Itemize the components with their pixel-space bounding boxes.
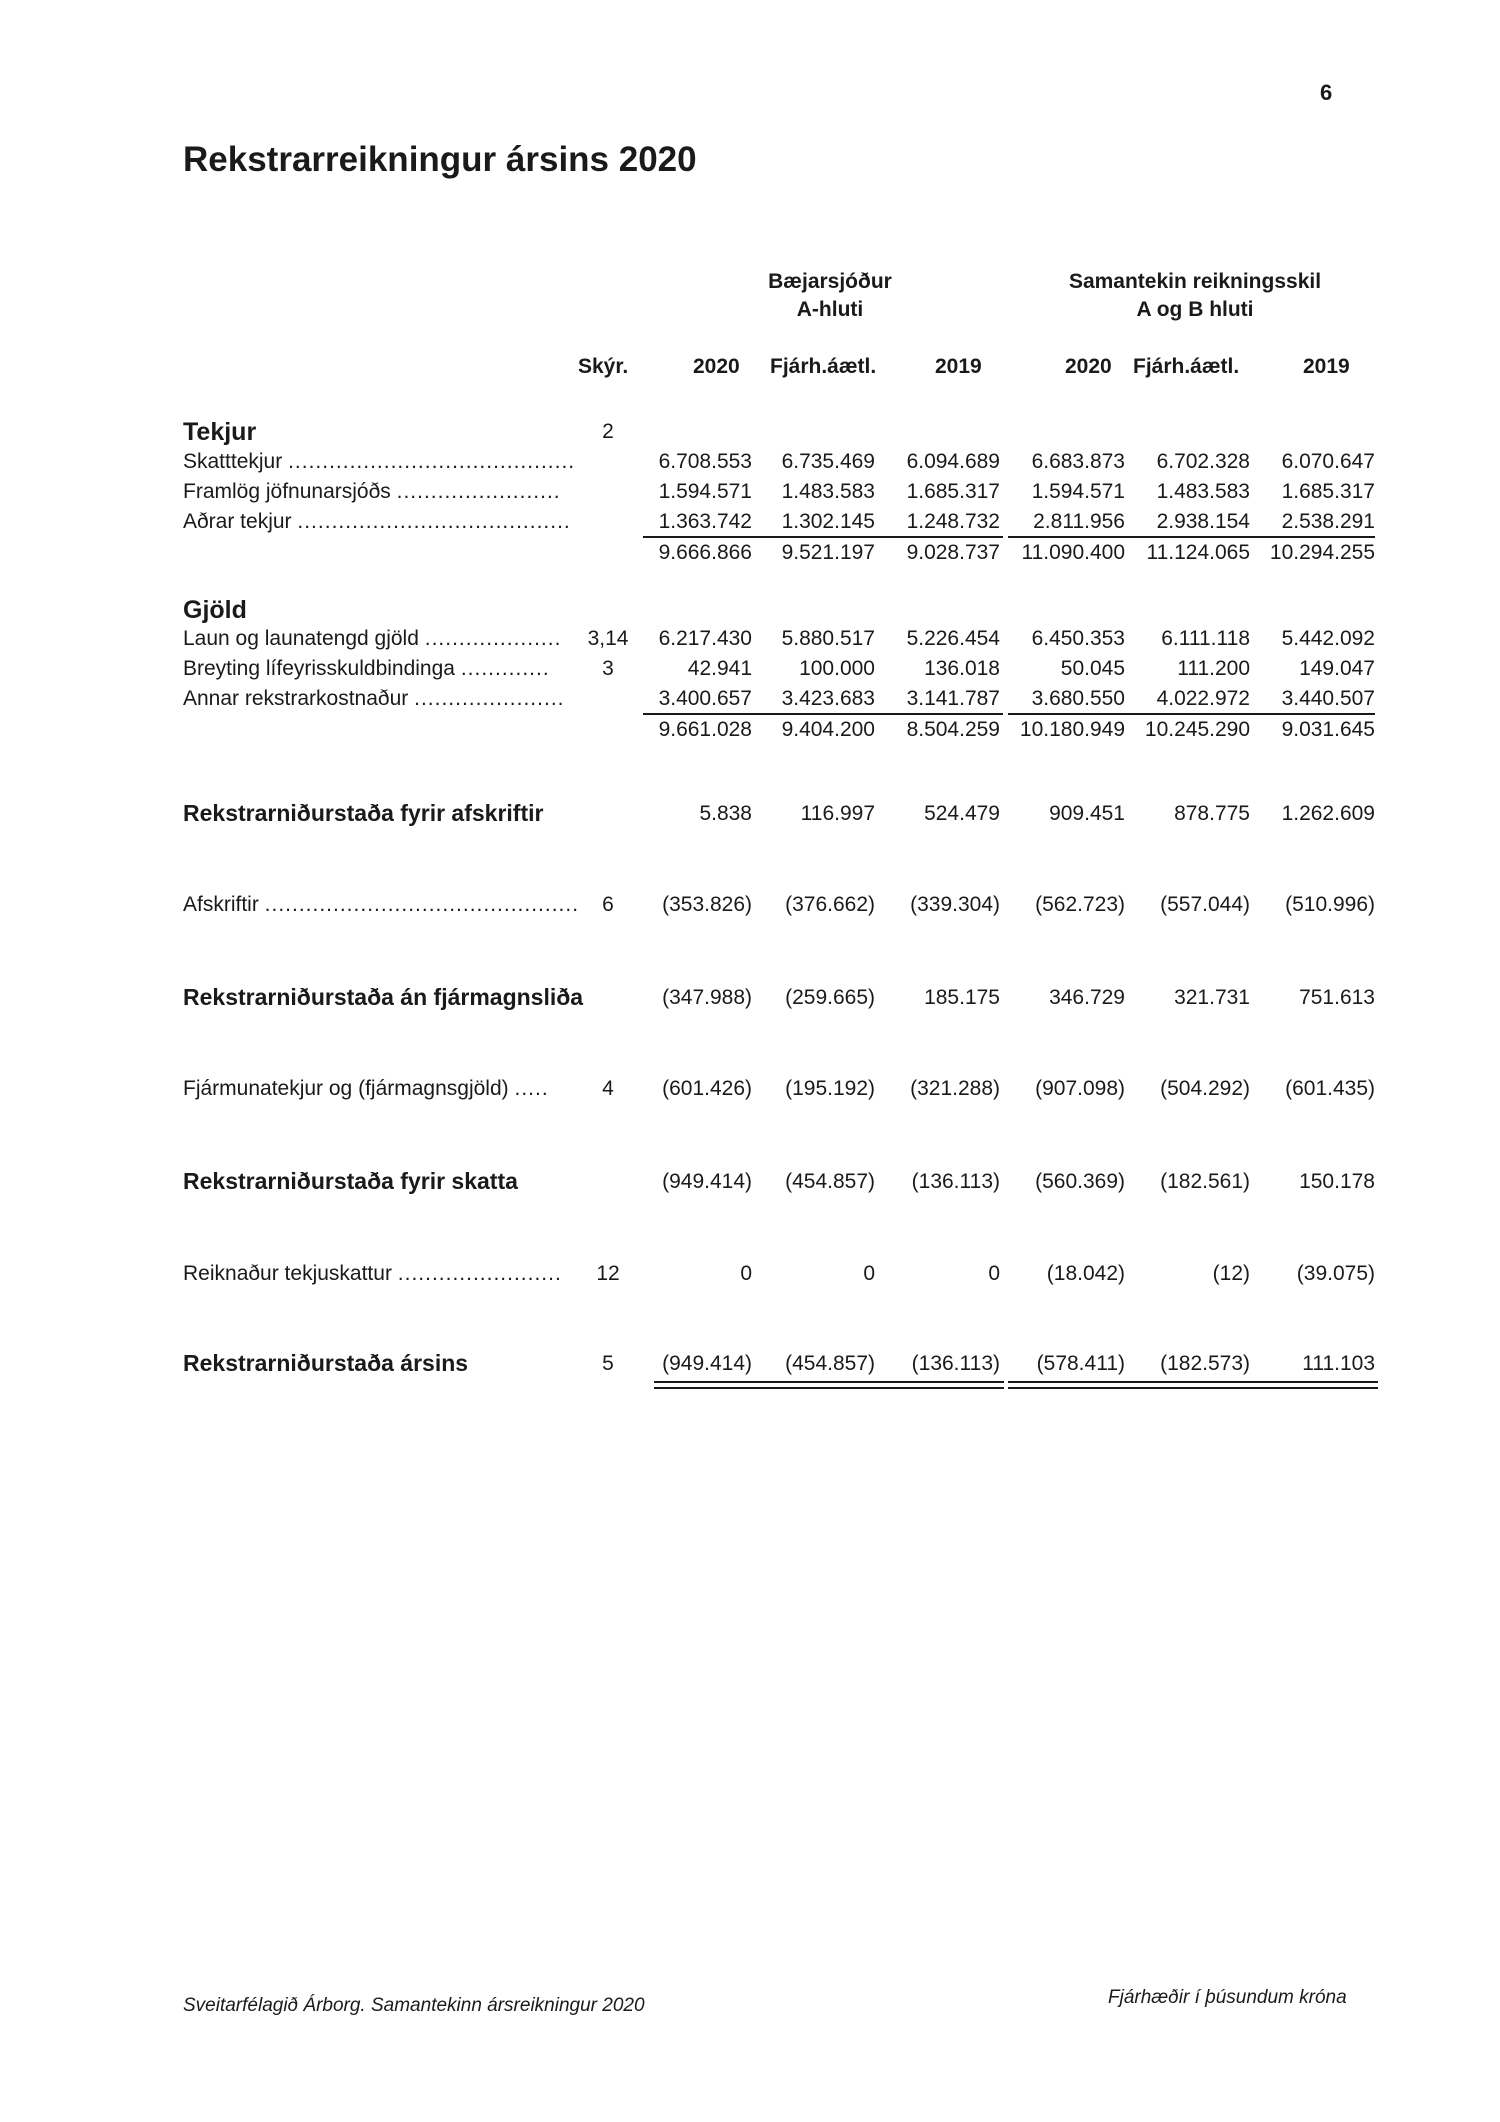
cell: (39.075): [1296, 1262, 1375, 1285]
cell: (136.113): [911, 1352, 1000, 1375]
cell: 0: [988, 1262, 1000, 1285]
cell: 1.363.742: [658, 510, 752, 533]
cell: 6.070.647: [1281, 450, 1375, 473]
cell: 1.594.571: [1031, 480, 1125, 503]
total-cell: 9.404.200: [781, 718, 875, 741]
total-cell: 9.028.737: [906, 541, 1000, 564]
cell: 6.702.328: [1156, 450, 1250, 473]
cell: (907.098): [1035, 1077, 1125, 1100]
group-b-line1: Samantekin reikningsskil: [1068, 270, 1322, 293]
cell: 150.178: [1299, 1170, 1375, 1193]
cell: 1.685.317: [1281, 480, 1375, 503]
total-cell: 9.661.028: [658, 718, 752, 741]
cell: 1.248.732: [906, 510, 1000, 533]
cell: (949.414): [662, 1170, 752, 1193]
cell: 42.941: [687, 657, 752, 680]
row-label-annar: Annar rekstrarkostnaður ......................: [183, 687, 565, 710]
double-rule-top-a: [654, 1381, 1004, 1383]
cell: 1.685.317: [906, 480, 1000, 503]
cell: (347.988): [662, 986, 752, 1009]
row-label-result-an-fjarmagnslida: Rekstrarniðurstaða án fjármagnsliða: [183, 984, 584, 1010]
total-cell: 11.090.400: [1021, 541, 1125, 564]
cell: 3.141.787: [906, 687, 1000, 710]
row-label-result-arsins: Rekstrarniðurstaða ársins: [183, 1350, 469, 1376]
col-header-note: Skýr.: [578, 355, 629, 378]
row-label-fjarmunatekjur: Fjármunatekjur og (fjármagnsgjöld) .....: [183, 1077, 549, 1100]
col-header-a-2019: 2019: [935, 355, 982, 378]
row-label-result-fyrir-afskriftir: Rekstrarniðurstaða fyrir afskriftir: [183, 800, 544, 826]
double-rule-bottom-b: [1008, 1387, 1378, 1389]
cell: (504.292): [1160, 1077, 1250, 1100]
total-cell: 10.294.255: [1269, 541, 1375, 564]
total-cell: 9.666.866: [658, 541, 752, 564]
group-header-b: [1015, 268, 1375, 324]
cell: 6.708.553: [658, 450, 752, 473]
row-label-tekjuskattur: Reiknaður tekjuskattur ........................: [183, 1262, 562, 1285]
page-number: 6: [1320, 80, 1333, 105]
cell: (510.996): [1285, 893, 1375, 916]
cell: (454.857): [785, 1352, 875, 1375]
row-label-afskriftir: Afskriftir ..............................................: [183, 893, 580, 916]
note-ref: 6: [602, 893, 614, 916]
total-cell: 8.504.259: [906, 718, 1000, 741]
cell: (12): [1212, 1262, 1250, 1285]
footer-right: Fjárhæðir í þúsundum króna: [1108, 1987, 1347, 2008]
cell: 111.200: [1177, 657, 1250, 680]
subtotal-rule-a: [643, 713, 1003, 715]
group-header-a: [700, 268, 960, 324]
cell: (18.042): [1046, 1262, 1125, 1285]
note-ref: 12: [596, 1262, 620, 1285]
cell: (578.411): [1036, 1352, 1125, 1375]
cell: 3.440.507: [1281, 687, 1375, 710]
col-header-b-budget: Fjárh.áætl.: [1133, 355, 1240, 378]
total-cell: 9.031.645: [1281, 718, 1375, 741]
cell: 2.938.154: [1156, 510, 1250, 533]
cell: 5.838: [699, 802, 752, 825]
cell: 6.111.118: [1161, 627, 1250, 650]
col-header-b-2019: 2019: [1303, 355, 1350, 378]
cell: 3.680.550: [1031, 687, 1125, 710]
cell: 321.731: [1174, 986, 1250, 1009]
cell: 50.045: [1060, 657, 1125, 680]
cell: 100.000: [799, 657, 875, 680]
footer-left: Sveitarfélagið Árborg. Samantekinn ársreikningur 2020: [183, 1995, 645, 2016]
cell: 149.047: [1299, 657, 1375, 680]
cell: 116.997: [800, 802, 875, 825]
row-label-skatttekjur: Skatttekjur ..........................................: [183, 450, 576, 473]
cell: (339.304): [910, 893, 1000, 916]
col-header-a-budget: Fjárh.áætl.: [770, 355, 877, 378]
total-cell: 11.124.065: [1146, 541, 1250, 564]
cell: 1.483.583: [1156, 480, 1250, 503]
subtotal-rule-b: [1008, 536, 1375, 538]
cell: (182.561): [1160, 1170, 1250, 1193]
cell: 5.880.517: [781, 627, 875, 650]
cell: 0: [863, 1262, 875, 1285]
group-a-line2: A-hluti: [796, 298, 864, 321]
row-label-laun: Laun og launatengd gjöld ....................: [183, 627, 562, 650]
section-heading-gjold: Gjöld: [183, 596, 247, 624]
group-b-line2: A og B hluti: [1136, 298, 1254, 321]
cell: 4.022.972: [1156, 687, 1250, 710]
cell: 751.613: [1299, 986, 1375, 1009]
subtotal-rule-a: [643, 536, 1003, 538]
cell: (557.044): [1160, 893, 1250, 916]
group-a-line1: Bæjarsjóður: [768, 270, 892, 293]
row-label-framlog: Framlög jöfnunarsjóðs ........................: [183, 480, 561, 503]
note-ref: 2: [602, 420, 614, 443]
cell: 3.400.657: [658, 687, 752, 710]
total-cell: 10.245.290: [1144, 718, 1250, 741]
cell: (182.573): [1160, 1352, 1250, 1375]
cell: 5.226.454: [906, 627, 1000, 650]
cell: 111.103: [1302, 1352, 1375, 1375]
row-label-result-fyrir-skatta: Rekstrarniðurstaða fyrir skatta: [183, 1168, 518, 1194]
cell: (321.288): [910, 1077, 1000, 1100]
cell: 346.729: [1049, 986, 1125, 1009]
cell: (353.826): [662, 893, 752, 916]
cell: 1.262.609: [1281, 802, 1375, 825]
cell: 185.175: [924, 986, 1000, 1009]
cell: (195.192): [785, 1077, 875, 1100]
section-heading-tekjur: Tekjur: [183, 418, 257, 446]
cell: 6.735.469: [781, 450, 875, 473]
note-ref: 3: [602, 657, 614, 680]
double-rule-top-b: [1008, 1381, 1378, 1383]
cell: 136.018: [924, 657, 1000, 680]
cell: 6.094.689: [906, 450, 1000, 473]
cell: 909.451: [1049, 802, 1125, 825]
cell: 3.423.683: [781, 687, 875, 710]
cell: 0: [740, 1262, 752, 1285]
subtotal-rule-b: [1008, 713, 1375, 715]
cell: (376.662): [785, 893, 875, 916]
cell: (259.665): [785, 986, 875, 1009]
page-title: Rekstrarreikningur ársins 2020: [183, 140, 697, 179]
cell: 2.811.956: [1033, 510, 1125, 533]
cell: 1.302.145: [781, 510, 875, 533]
cell: 2.538.291: [1281, 510, 1375, 533]
col-header-a-2020: 2020: [693, 355, 740, 378]
cell: (560.369): [1035, 1170, 1125, 1193]
cell: 878.775: [1174, 802, 1250, 825]
cell: (949.414): [662, 1352, 752, 1375]
cell: 1.594.571: [658, 480, 752, 503]
note-ref: 3,14: [587, 627, 629, 650]
cell: (562.723): [1035, 893, 1125, 916]
cell: (601.435): [1285, 1077, 1375, 1100]
total-cell: 10.180.949: [1019, 718, 1125, 741]
note-ref: 5: [602, 1352, 614, 1375]
row-label-breyting: Breyting lífeyrisskuldbindinga .............: [183, 657, 550, 680]
note-ref: 4: [602, 1077, 614, 1100]
col-header-b-2020: 2020: [1065, 355, 1112, 378]
double-rule-bottom-a: [654, 1387, 1004, 1389]
cell: 6.450.353: [1031, 627, 1125, 650]
cell: (601.426): [662, 1077, 752, 1100]
cell: (454.857): [785, 1170, 875, 1193]
cell: 524.479: [924, 802, 1000, 825]
cell: 6.683.873: [1031, 450, 1125, 473]
total-cell: 9.521.197: [781, 541, 875, 564]
cell: (136.113): [911, 1170, 1000, 1193]
cell: 5.442.092: [1281, 627, 1375, 650]
cell: 1.483.583: [781, 480, 875, 503]
row-label-adrar-tekjur: Aðrar tekjur ........................................: [183, 510, 571, 533]
cell: 6.217.430: [658, 627, 752, 650]
